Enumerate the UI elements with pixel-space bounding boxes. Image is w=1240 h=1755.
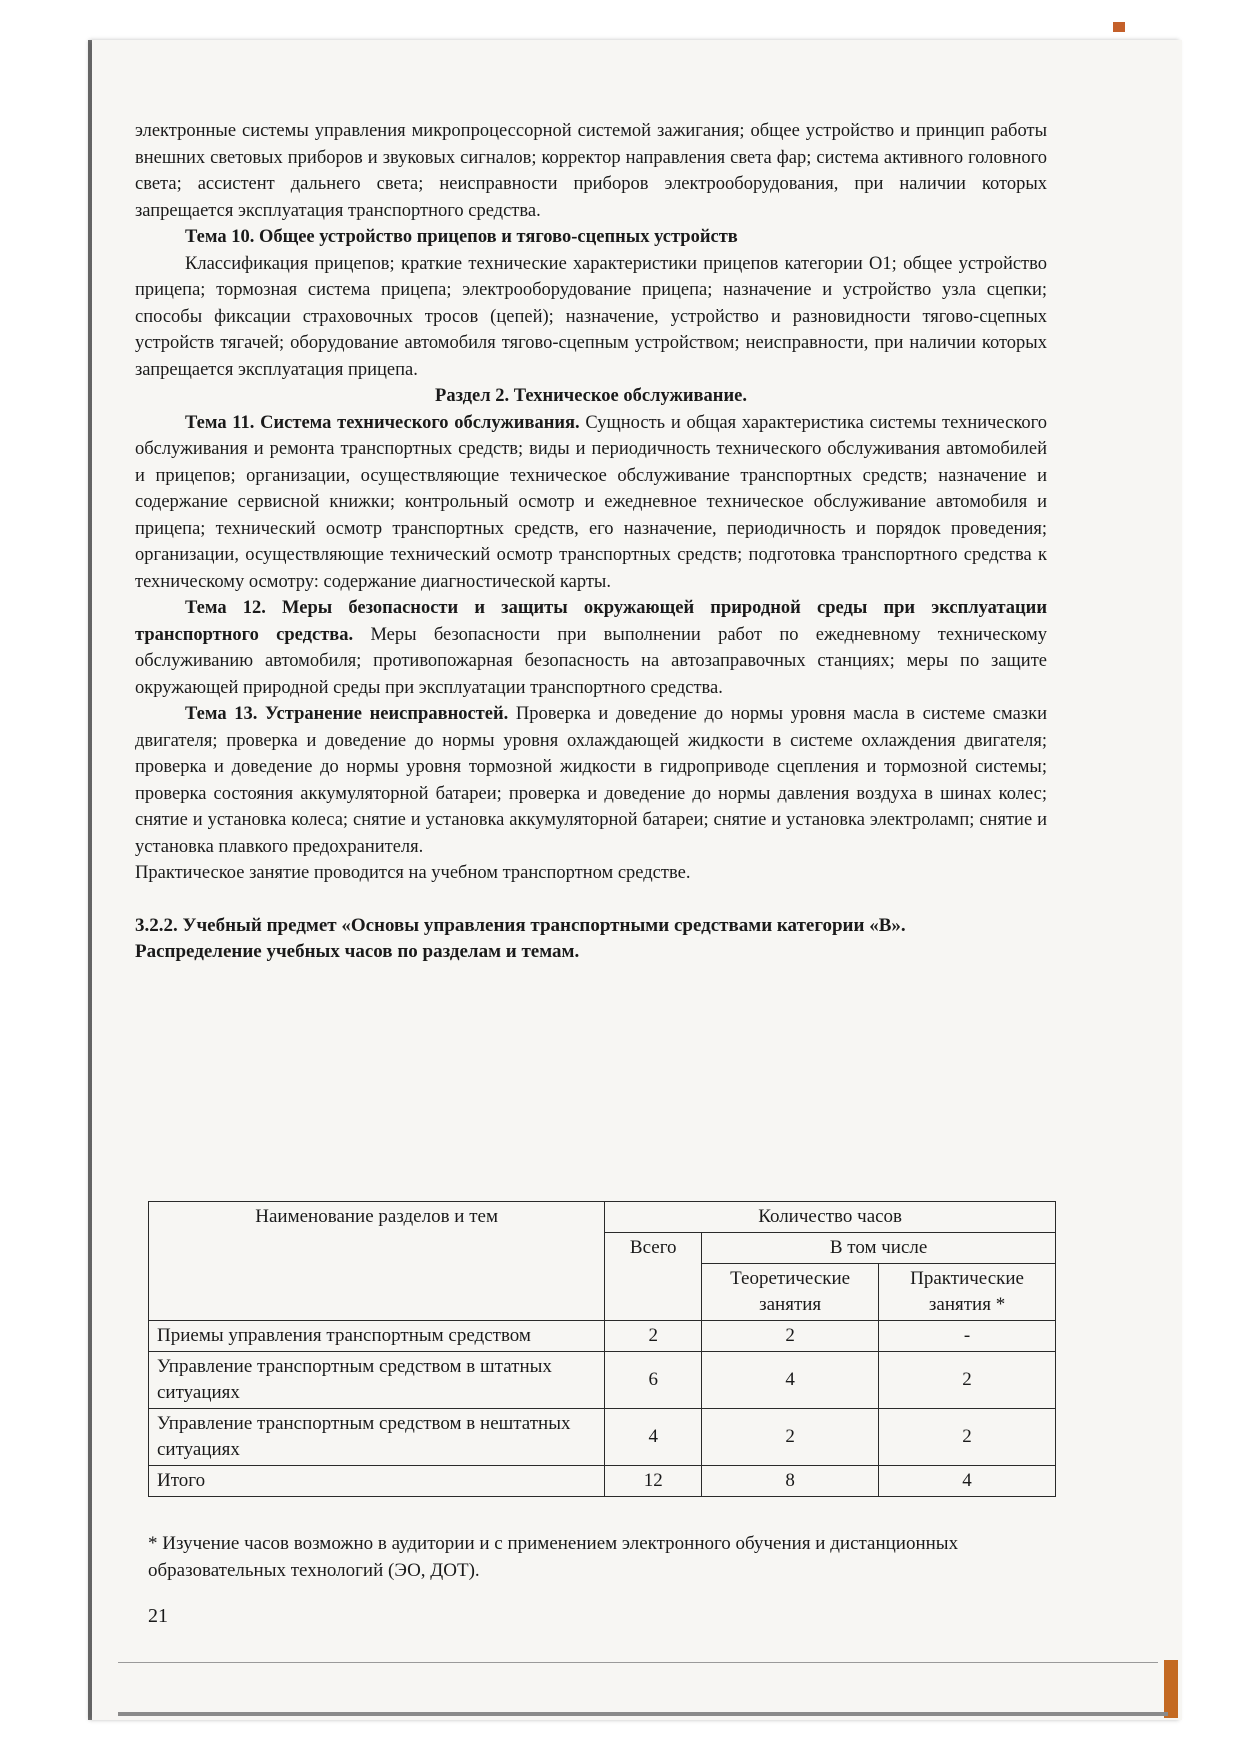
page-body bbox=[135, 118, 1047, 966]
total-label: Итого bbox=[149, 1466, 605, 1497]
cover-edge-strip bbox=[1164, 1660, 1178, 1718]
row-name: Управление транспортным средством в нештатных ситуациях bbox=[149, 1409, 605, 1466]
practical-note: Практическое занятие проводится на учебном транспортном средстве. bbox=[135, 863, 691, 883]
total-total: 12 bbox=[605, 1466, 702, 1497]
hours-table bbox=[148, 1201, 1056, 1497]
header-name: Наименование разделов и тем bbox=[149, 1202, 605, 1321]
table-header-row-1 bbox=[149, 1202, 1056, 1233]
row-practice: 2 bbox=[879, 1352, 1056, 1409]
page-footer-rule bbox=[118, 1662, 1158, 1663]
table-row bbox=[149, 1321, 1056, 1352]
subject-heading: 3.2.2. Учебный предмет «Основы управления транспортными средствами категории «B». bbox=[135, 914, 906, 936]
row-practice: 2 bbox=[879, 1409, 1056, 1466]
table-row bbox=[149, 1409, 1056, 1466]
distribution-heading: Распределение учебных часов по разделам и темам. bbox=[135, 941, 580, 962]
row-name: Управление транспортным средством в штатных ситуациях bbox=[149, 1352, 605, 1409]
row-total: 4 bbox=[605, 1409, 702, 1466]
total-practice: 4 bbox=[879, 1466, 1056, 1497]
table-total-row bbox=[149, 1466, 1056, 1497]
row-total: 2 bbox=[605, 1321, 702, 1352]
row-name: Приемы управления транспортным средством bbox=[149, 1321, 605, 1352]
header-practice: Практические занятия * bbox=[879, 1264, 1056, 1321]
topic-12-body: Меры безопасности при выполнении работ по ежедневному техническому обслуживанию автомобиля; противопожарная безопасность на автозаправочных станциях; меры по защите окружающей природной среды при эксплуатации транспортного средства. bbox=[135, 624, 1047, 698]
table-row bbox=[149, 1352, 1056, 1409]
topic-12-heading: Тема 12. Меры безопасности и защиты окружающей природной среды при эксплуатации транспортного средства. bbox=[135, 598, 1047, 645]
topic-13-body: Проверка и доведение до нормы уровня масла в системе смазки двигателя; проверка и доведение до нормы уровня охлаждающей жидкости в системе охлаждения двигателя; проверка и доведение до нормы уровня тормозной жидкости в гидроприводе сцепления и тормозной системы; проверка состояния аккумуляторной батареи; проверка и доведение до нормы давления воздуха в шинах колес; снятие и установка колеса; снятие и установка аккумуляторной батареи; снятие и установка электроламп; снятие и установка плавкого предохранителя. bbox=[135, 704, 1047, 857]
page-bottom-edge bbox=[118, 1712, 1168, 1716]
header-total: Всего bbox=[605, 1233, 702, 1321]
topic-13-heading: Тема 13. Устранение неисправностей. bbox=[185, 704, 509, 724]
table-footnote: * Изучение часов возможно в аудитории и с применением электронного обучения и дистанционных образовательных технологий (ЭО, ДОТ). bbox=[148, 1533, 959, 1581]
topic-10-body: Классификация прицепов; краткие технические характеристики прицепов категории О1; общее устройство прицепа; тормозная система прицепа; электрооборудование прицепа; назначение и устройство узла сцепки; способы фиксации страховочных тросов (цепей); назначение, устройство и разновидности тягово-сцепных устройств тягачей; оборудование автомобиля тягово-сцепным устройством; неисправности, при наличии которых запрещается эксплуатация прицепа. bbox=[135, 253, 1047, 380]
topic-11-body: Сущность и общая характеристика системы технического обслуживания и ремонта транспортных средств; виды и периодичность технического обслуживания автомобилей и прицепов; организации, осуществляющие техническое обслуживание транспортных средств; назначение и содержание сервисной книжки; контрольный осмотр и ежедневное техническое обслуживание автомобиля и прицепа; технический осмотр транспортных средств, его назначение, периодичность и порядок проведения; организации, осуществляющие технический осмотр транспортных средств; подготовка транспортного средства к техническому осмотру: содержание диагностической карты. bbox=[135, 412, 1047, 592]
row-theory: 2 bbox=[702, 1321, 879, 1352]
header-hours: Количество часов bbox=[605, 1202, 1056, 1233]
row-theory: 2 bbox=[702, 1409, 879, 1466]
topic-11-heading: Тема 11. Система технического обслуживания. bbox=[185, 412, 580, 433]
header-including: В том числе bbox=[702, 1233, 1056, 1264]
row-theory: 4 bbox=[702, 1352, 879, 1409]
topic-11 bbox=[135, 410, 1047, 596]
page-number: 21 bbox=[148, 1605, 168, 1627]
section-2-heading: Раздел 2. Техническое обслуживание. bbox=[435, 386, 747, 406]
topic-10-heading: Тема 10. Общее устройство прицепов и тягово-сцепных устройств bbox=[185, 227, 738, 247]
topic-13 bbox=[135, 701, 1047, 860]
topic-12 bbox=[135, 595, 1047, 701]
total-theory: 8 bbox=[702, 1466, 879, 1497]
topic-10-title bbox=[135, 224, 1047, 251]
cover-edge-mark bbox=[1113, 22, 1125, 32]
header-theory: Теоретические занятия bbox=[702, 1264, 879, 1321]
row-practice: - bbox=[879, 1321, 1056, 1352]
row-total: 6 bbox=[605, 1352, 702, 1409]
paragraph-electrical-systems: электронные системы управления микропроцессорной системой зажигания; общее устройство и принцип работы внешних световых приборов и звуковых сигналов; корректор направления света фар; система активного головного света; ассистент дальнего света; неисправности приборов электрооборудования, при наличии которых запрещается эксплуатация транспортного средства. bbox=[135, 121, 1047, 221]
